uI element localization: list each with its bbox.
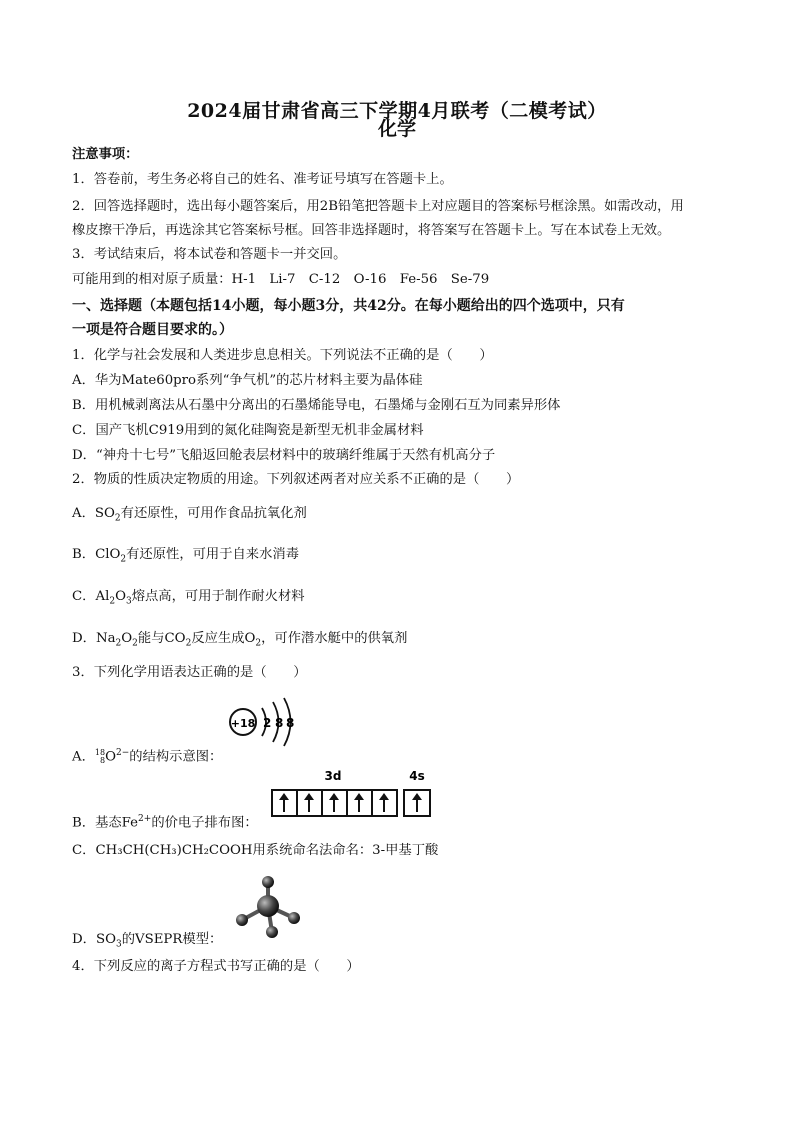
q1-option-b: B．用机械剥离法从石墨中分离出的石墨烯能导电，石墨烯与金刚石互为同素异形体 xyxy=(72,398,561,413)
q3-stem: 3．下列化学用语表达正确的是（ ） xyxy=(72,665,307,680)
notice-item-1: 1．答卷前，考生务必将自己的姓名、准考证号填写在答题卡上。 xyxy=(72,172,453,187)
notice-item-2-cont: 橡皮擦干净后，再选涂其它答案标号框。回答非选择题时，将答案写在答题卡上。写在本试卷上无效。 xyxy=(72,223,671,238)
nuclide-numbers: 18 8 xyxy=(94,748,106,766)
shell-3-electrons: 8 xyxy=(286,716,295,730)
q2-stem: 2．物质的性质决定物质的用途。下列叙述两者对应关系不正确的是（ ） xyxy=(72,472,520,487)
q2-option-c: C．$Al_2O_3$熔点高，可用于制作耐火材料 xyxy=(72,589,305,607)
q2-option-d: D．$Na_2O_2$能与$CO_2$反应生成$O_2$，可作潜水艇中的供氧剂 xyxy=(72,631,408,649)
q1-option-d: D．“神舟十七号”飞船返回舱表层材料中的玻璃纤维属于天然有机高分子 xyxy=(72,448,496,463)
subject-title: 化学 xyxy=(377,118,416,140)
q3-option-a: A．18 $8O^{2-}$的结构示意图： xyxy=(72,748,223,766)
q3-option-b: B．基态$Fe^{2+}$的价电子排布图： xyxy=(72,814,258,831)
section-1-heading: 一、选择题（本题包括14小题，每小题3分，共42分。在每小题给出的四个选项中，只有 xyxy=(72,298,625,314)
notice-item-3: 3．考试结束后，将本试卷和答题卡一并交回。 xyxy=(72,247,347,262)
atom-structure-diagram xyxy=(226,690,306,754)
q1-stem: 1．化学与社会发展和人类进步息息相关。下列说法不正确的是（ ） xyxy=(72,348,493,363)
notice-heading: 注意事项： xyxy=(72,147,139,162)
section-1-heading-cont: 一项是符合题目要求的。） xyxy=(72,322,233,338)
q1-option-c: C．国产飞机C919用到的氮化硅陶瓷是新型无机非金属材料 xyxy=(72,423,424,438)
label-4s: 4s xyxy=(409,769,425,783)
nucleus-charge: +18 xyxy=(230,717,256,730)
shell-2-electrons: 8 xyxy=(275,716,284,730)
orbital-diagram xyxy=(270,766,440,822)
page-title: 2024届甘肃省高三下学期4月联考（二模考试） xyxy=(187,100,607,122)
atomic-masses: 可能用到的相对原子质量：H-1 Li-7 C-12 O-16 Fe-56 Se-79 xyxy=(72,272,490,287)
vsepr-model xyxy=(228,872,310,942)
q1-option-a: A．华为Mate60pro系列“争气机”的芯片材料主要为晶体硅 xyxy=(72,373,423,388)
q3-option-c: C．CH₃CH(CH₃)CH₂COOH用系统命名法命名：3-甲基丁酸 xyxy=(72,843,439,858)
q3-option-d: D．$SO_3$的VSEPR模型： xyxy=(72,932,223,950)
q2-option-b: B．ClO$_2$有还原性，可用于自来水消毒 xyxy=(72,547,299,565)
shell-1-electrons: 2 xyxy=(263,716,272,730)
q2-option-a: A．$SO_2$有还原性，可用作食品抗氧化剂 xyxy=(72,506,307,524)
label-3d: 3d xyxy=(324,769,342,783)
q4-stem: 4．下列反应的离子方程式书写正确的是（ ） xyxy=(72,959,360,974)
notice-item-2: 2．回答选择题时，选出每小题答案后，用2B铅笔把答题卡上对应题目的答案标号框涂黑。如需改动，用 xyxy=(72,199,684,214)
